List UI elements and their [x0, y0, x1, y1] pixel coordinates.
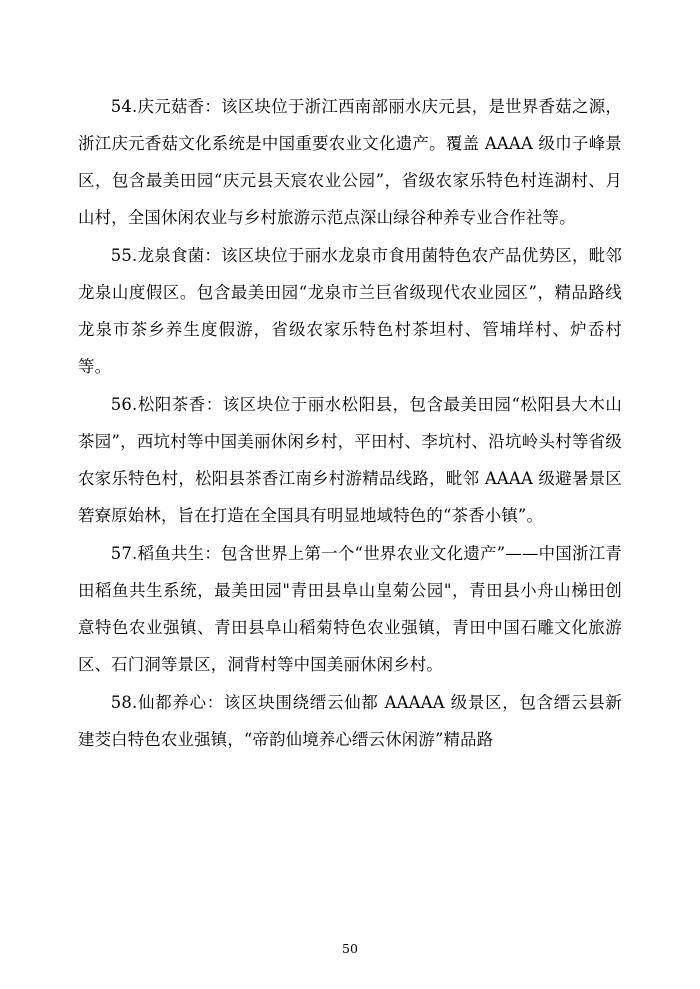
page-number: 50: [342, 941, 358, 956]
document-body: [78, 88, 622, 758]
paragraph-58: 58.仙都养心：该区块围绕缙云仙都 AAAAA 级景区，包含缙云县新建茭白特色农业强镇，“帝韵仙境养心缙云休闲游”精品路: [78, 693, 622, 749]
paragraph-56: 56.松阳茶香：该区块位于丽水松阳县，包含最美田园“松阳县大木山茶园”，西坑村等中国美丽休闲乡村，平田村、李坑村、沿坑岭头村等省级农家乐特色村，松阳县茶香江南乡村游精品线路，毗邻 AAAA 级避暑景区箬寮原始林，旨在打造在全国具有明显地域特色的“茶香小镇”。: [78, 395, 622, 525]
paragraph-54: 54.庆元菇香：该区块位于浙江西南部丽水庆元县，是世界香菇之源，浙江庆元香菇文化系统是中国重要农业文化遗产。覆盖 AAAA 级巾子峰景区，包含最美田园“庆元县天宸农业公园”，省级农家乐特色村连湖村、月山村，全国休闲农业与乡村旅游示范点深山绿谷种养专业合作社等。: [78, 97, 622, 227]
paragraph-55: 55.龙泉食菌：该区块位于丽水龙泉市食用菌特色农产品优势区，毗邻龙泉山度假区。包含最美田园“龙泉市兰巨省级现代农业园区”，精品路线龙泉市茶乡养生度假游，省级农家乐特色村茶坦村、管埔垟村、炉岙村等。: [78, 246, 622, 376]
paragraph-57: 57.稻鱼共生：包含世界上第一个“世界农业文化遗产”——中国浙江青田稻鱼共生系统，最美田园"青田县阜山皇菊公园"，青田县小舟山梯田创意特色农业强镇、青田县阜山稻菊特色农业强镇，青田中国石雕文化旅游区、石门洞等景区，洞背村等中国美丽休闲乡村。: [78, 544, 622, 674]
